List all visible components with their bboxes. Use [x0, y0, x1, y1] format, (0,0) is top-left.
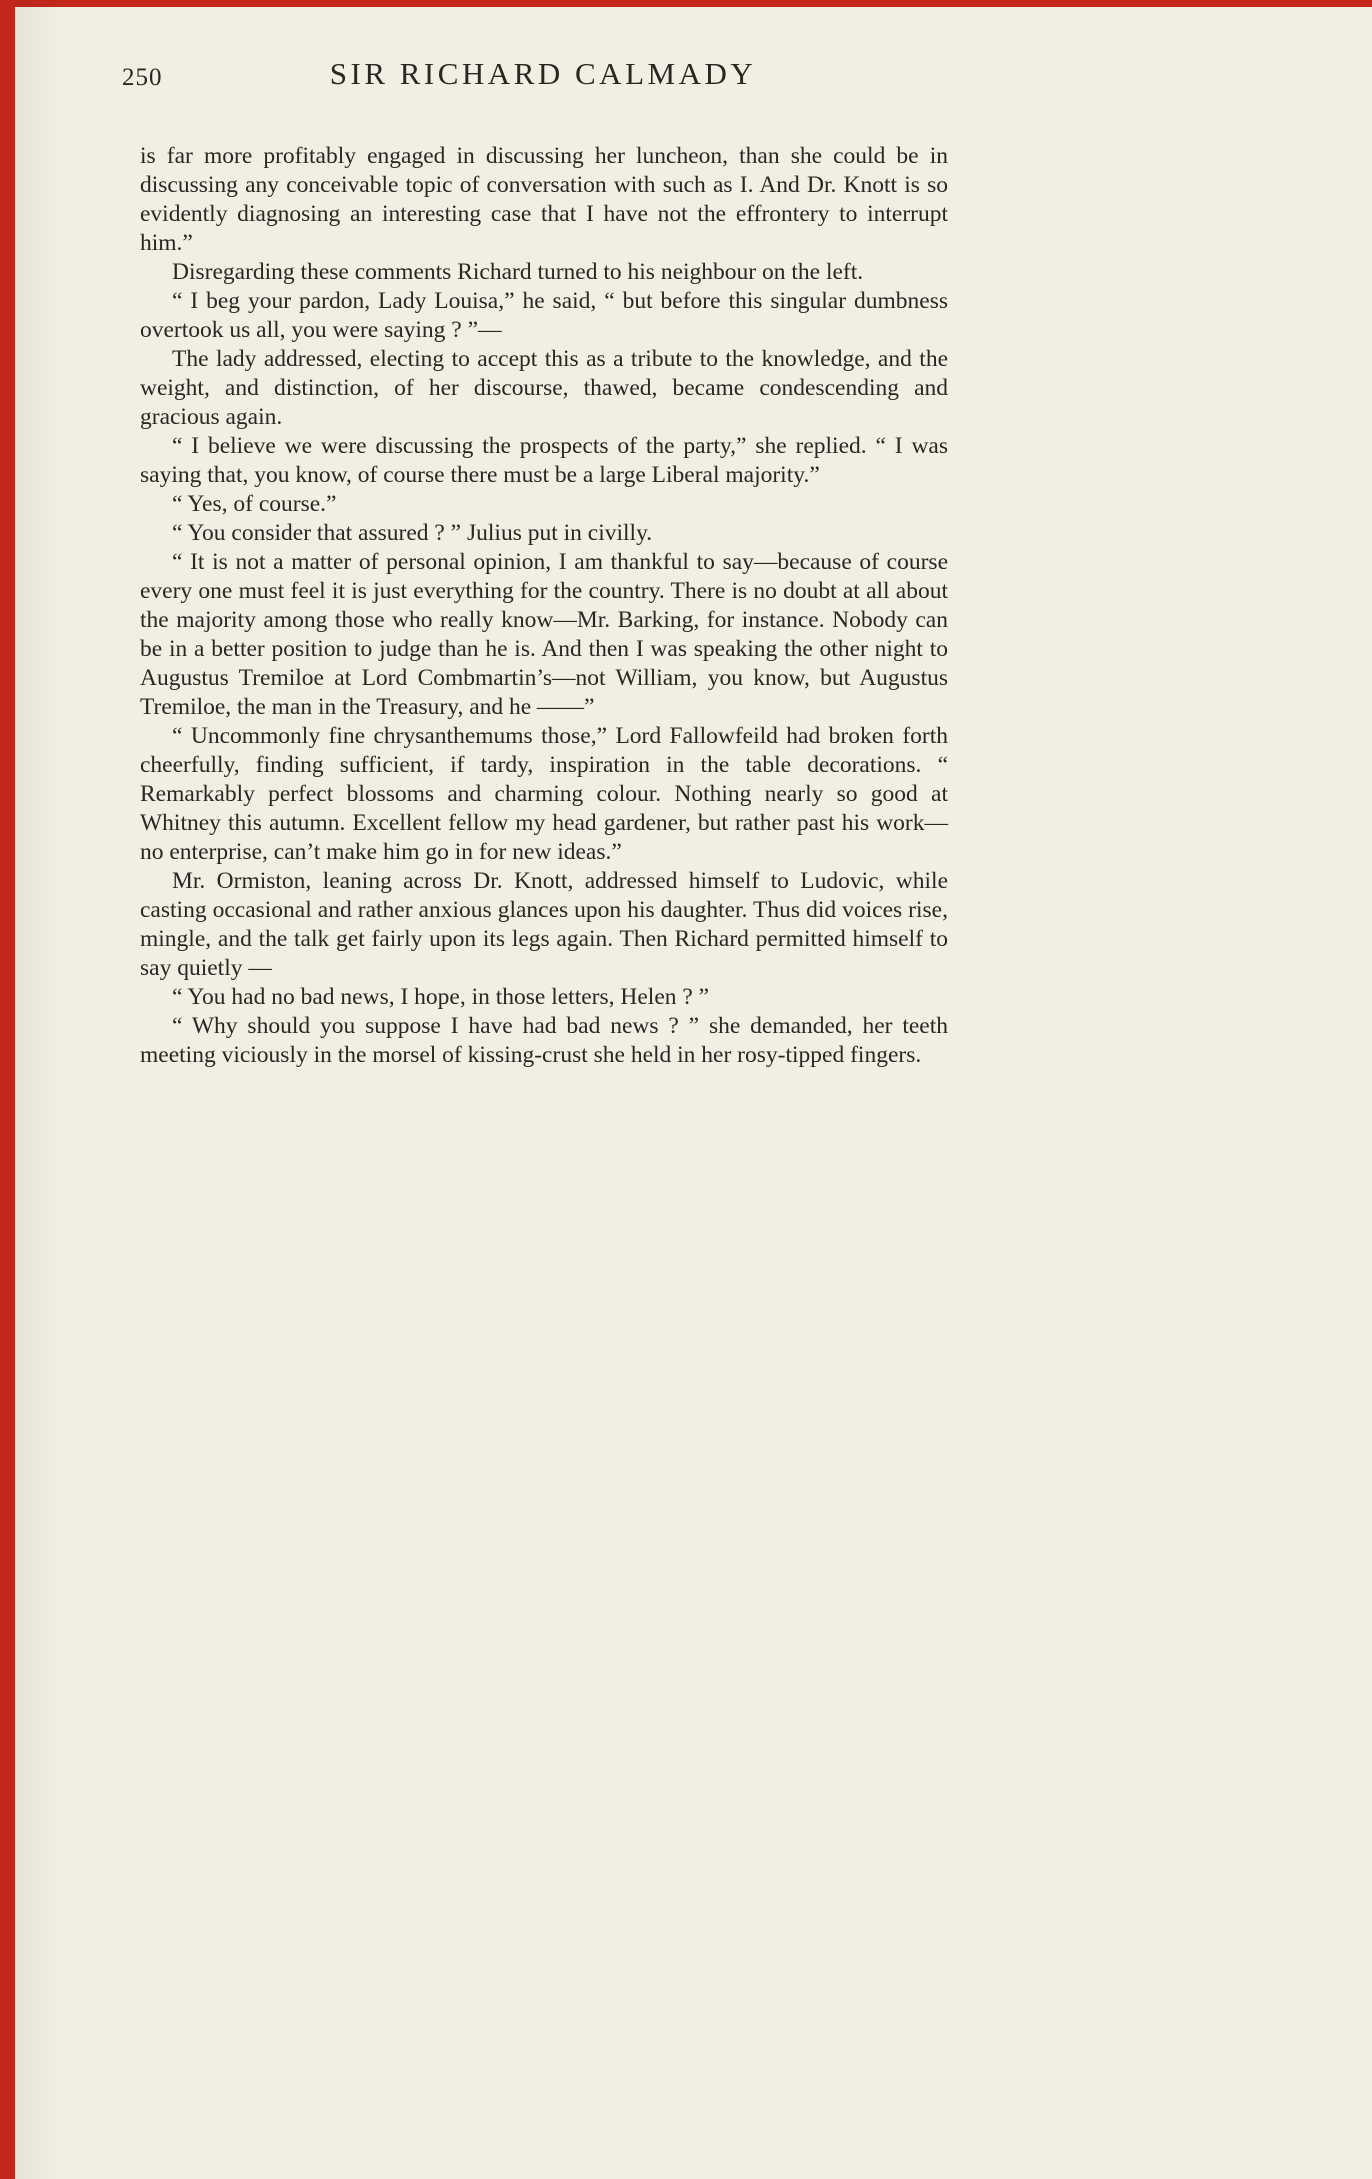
paragraph: “ I believe we were discussing the prospects of the party,” she replied. “ I was saying that, you know, of course there must be a large Liberal majority.”: [140, 433, 948, 488]
paragraph: The lady addressed, electing to accept this as a tribute to the knowledge, and the weight, and distinction, of her discourse, thawed, became condescending and gracious again.: [140, 346, 948, 430]
paragraph: “ It is not a matter of personal opinion, I am thankful to say—because of course every one must feel it is just everything for the country. There is no doubt at all about the majority among those who really know—Mr. Barking, for instance. Nobody can be in a better position to judge than he is. And then I was speaking the other night to Augustus Tremiloe at Lord Combmartin’s—not William, you know, but Augustus Tremiloe, the man in the Treasury, and he ——”: [140, 549, 948, 720]
paragraph: “ Why should you suppose I have had bad news ? ” she demanded, her teeth meeting viciously in the morsel of kissing-crust she held in her rosy-tipped fingers.: [140, 1013, 948, 1068]
page-header: [0, 56, 1372, 118]
paragraph: “ Yes, of course.”: [172, 491, 337, 517]
paragraph: Mr. Ormiston, leaning across Dr. Knott, addressed himself to Ludovic, while casting occasional and rather anxious glances upon his daughter. Thus did voices rise, mingle, and the talk get fairly upon its legs again. Then Richard permitted himself to say quietly —: [140, 868, 948, 981]
page-top-red-edge: [0, 0, 1372, 7]
paragraph: “ You consider that assured ? ” Julius put in civilly.: [172, 520, 653, 546]
running-title: SIR RICHARD CALMADY: [329, 56, 757, 91]
paragraph: Disregarding these comments Richard turned to his neighbour on the left.: [172, 259, 864, 285]
gutter-shade: [15, 0, 61, 2179]
paragraph: “ I beg your pardon, Lady Louisa,” he said, “ but before this singular dumbness overtook us all, you were saying ? ”—: [140, 288, 948, 343]
page-number: 250: [122, 64, 163, 91]
paragraph: “ Uncommonly fine chrysanthemums those,” Lord Fallowfeild had broken forth cheerfully, finding sufficient, if tardy, inspiration in the table decorations. “ Remarkably perfect blossoms and charming colour. Nothing nearly so good at Whitney this autumn. Excellent fellow my head gardener, but rather past his work—no enterprise, can’t make him go in for new ideas.”: [140, 723, 948, 865]
paragraph: “ You had no bad news, I hope, in those letters, Helen ? ”: [172, 984, 710, 1010]
paragraph: is far more profitably engaged in discussing her luncheon, than she could be in discussing any conceivable topic of conversation with such as I. And Dr. Knott is so evidently diagnosing an interesting case that I have not the effrontery to interrupt him.”: [140, 143, 948, 256]
page-left-red-edge: [0, 0, 15, 2179]
text-block: [140, 142, 948, 1070]
